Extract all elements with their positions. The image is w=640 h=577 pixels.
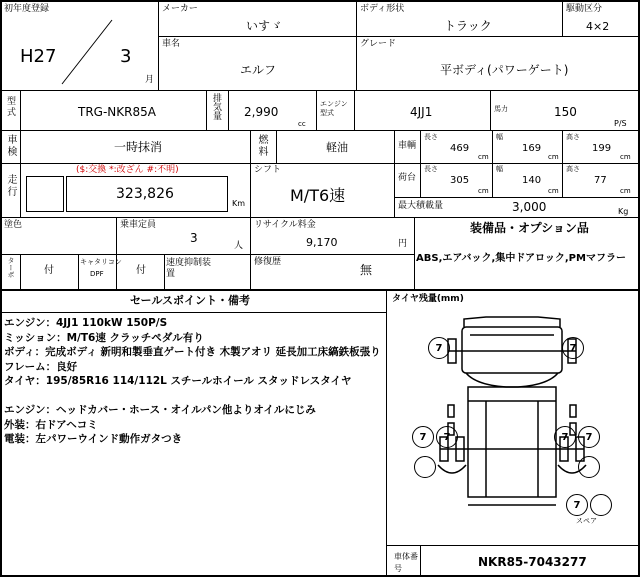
bed-height-value: 77	[594, 175, 607, 186]
equipment-label: 装備品・オプション品	[470, 221, 589, 235]
car-name-label: 車名	[162, 39, 181, 49]
catalyst-label-2: DPF	[90, 270, 104, 278]
body-height-value: 199	[592, 143, 612, 154]
body-width-value: 169	[522, 143, 542, 154]
shift-value: M/T6速	[290, 186, 346, 205]
recycle-unit: 円	[398, 239, 408, 249]
horsepower-unit: P/S	[614, 119, 627, 128]
bed-width-value: 140	[522, 175, 542, 186]
bed-width-unit: cm	[548, 187, 559, 195]
max-load-value: 3,000	[512, 200, 547, 214]
bed-length-value: 305	[450, 175, 470, 186]
sales-point-line	[4, 389, 382, 404]
repair-history-label: 修復歴	[254, 257, 282, 267]
shift-label: シフト	[254, 165, 282, 175]
tire-front-left: 7	[428, 337, 450, 359]
body-width-unit: cm	[548, 153, 559, 161]
first-reg-month: 3	[120, 46, 132, 67]
tire-slot-empty	[578, 456, 600, 478]
mileage-label: 走行	[5, 174, 16, 198]
displacement-unit: cc	[298, 120, 306, 128]
tire-title: タイヤ残量(mm)	[392, 294, 464, 304]
body-width-label: 幅	[496, 133, 503, 141]
sales-points-list	[4, 316, 382, 447]
tire-slot-empty	[414, 456, 436, 478]
bed-width-label: 幅	[496, 165, 503, 173]
tire-rear-right-inner: 7	[554, 426, 576, 448]
body-dims-label: 車輌	[398, 141, 417, 151]
car-name-value: エルフ	[240, 63, 277, 77]
displacement-value: 2,990	[244, 105, 279, 119]
body-length-label: 長さ	[424, 133, 438, 141]
body-height-label: 高さ	[566, 133, 580, 141]
first-reg-year: H27	[20, 46, 57, 67]
first-reg-label: 初年度登録	[4, 4, 50, 14]
body-length-unit: cm	[478, 153, 489, 161]
inspection-value: 一時抹消	[114, 140, 163, 154]
mileage-value: 323,826	[116, 186, 174, 202]
body-shape-value: トラック	[444, 19, 492, 33]
body-shape-label: ボディ形状	[360, 4, 405, 14]
mileage-unit: Km	[232, 199, 246, 208]
color-label: 塗色	[4, 220, 23, 230]
model-value: TRG-NKR85A	[78, 105, 156, 119]
tire-slot-empty	[590, 494, 612, 516]
repair-history-value: 無	[360, 263, 373, 277]
capacity-unit: 人	[234, 241, 244, 251]
sales-point-line: エンジン：4JJ1 110kW 150P/S	[4, 317, 168, 329]
engine-model-label: エンジン型式	[320, 100, 348, 117]
fuel-value: 軽油	[326, 141, 348, 154]
catalyst-label-1: キャタリコン	[80, 258, 122, 266]
sales-point-line: エンジン：ヘッドカバー・ホース・オイルパン他よりオイルにじみ	[4, 404, 316, 416]
turbo-value: 付	[44, 265, 54, 276]
horsepower-value: 150	[554, 105, 577, 119]
chassis-value: NKR85-7043277	[478, 555, 587, 569]
sales-point-line: フレーム：良好	[4, 360, 78, 373]
capacity-value: 3	[190, 231, 198, 245]
tire-rear-left-inner: 7	[436, 426, 458, 448]
speed-limiter-label: 速度抑制装置	[166, 258, 212, 279]
sales-point-line: ボディ：完成ボディ 新明和製垂直ゲート付き 木製アオリ 延長加工床縞鉄板張り	[4, 346, 381, 358]
inspection-label: 車検	[5, 134, 16, 158]
catalyst-value: 付	[136, 265, 146, 276]
bed-dims-label: 荷台	[398, 173, 417, 183]
sales-point-line: ミッション：M/T6速 クラッチペダル有り	[4, 331, 204, 344]
grade-value: 平ボディ(パワーゲート)	[440, 63, 569, 77]
bed-height-label: 高さ	[566, 165, 580, 173]
max-load-unit: Kg	[618, 207, 629, 216]
maker-label: メーカー	[162, 4, 198, 14]
turbo-label: ターボ	[7, 257, 15, 278]
maker-value: いすゞ	[246, 19, 283, 33]
recycle-value: 9,170	[306, 236, 338, 249]
spare-label: スペア	[576, 517, 597, 525]
tire-rear-right-outer: 7	[578, 426, 600, 448]
equipment-value: ABS,エアバック,集中ドアロック,PMマフラー	[416, 253, 626, 264]
horsepower-label: 馬力	[494, 105, 508, 113]
bed-height-unit: cm	[620, 187, 631, 195]
sales-points-title: セールスポイント・備考	[130, 294, 251, 307]
grade-label: グレード	[360, 39, 397, 49]
chassis-label: 車体番号	[394, 552, 418, 573]
tire-front-right: 7	[562, 337, 584, 359]
model-label: 型式	[5, 96, 15, 118]
fuel-label: 燃料	[256, 134, 267, 158]
body-length-value: 469	[450, 143, 470, 154]
tire-rear-left-outer: 7	[412, 426, 434, 448]
sales-point-line: 外装：右ドアヘコミ	[4, 418, 98, 431]
sales-point-line: タイヤ：195/85R16 114/112L スチールホイール スタッドレスタイヤ	[4, 375, 352, 387]
first-reg-slash	[60, 18, 114, 86]
max-load-label: 最大積載量	[398, 201, 444, 211]
drive-value: 4×2	[586, 20, 610, 33]
displacement-label: 排気量	[211, 93, 221, 120]
capacity-label: 乗車定員	[120, 220, 157, 230]
body-height-unit: cm	[620, 153, 631, 161]
bed-length-label: 長さ	[424, 165, 438, 173]
mileage-legend: ($:交換 *:改ざん #:不明)	[76, 165, 179, 175]
recycle-label: リサイクル料金	[254, 220, 316, 230]
mileage-status-box	[26, 176, 64, 212]
first-reg-month-unit: 月	[145, 75, 155, 85]
sales-point-line: 電装：左パワーウインド動作ガタつき	[4, 433, 183, 445]
bed-length-unit: cm	[478, 187, 489, 195]
drive-label: 駆動区分	[566, 4, 603, 14]
engine-model-value: 4JJ1	[410, 105, 433, 119]
tire-spare: 7	[566, 494, 588, 516]
